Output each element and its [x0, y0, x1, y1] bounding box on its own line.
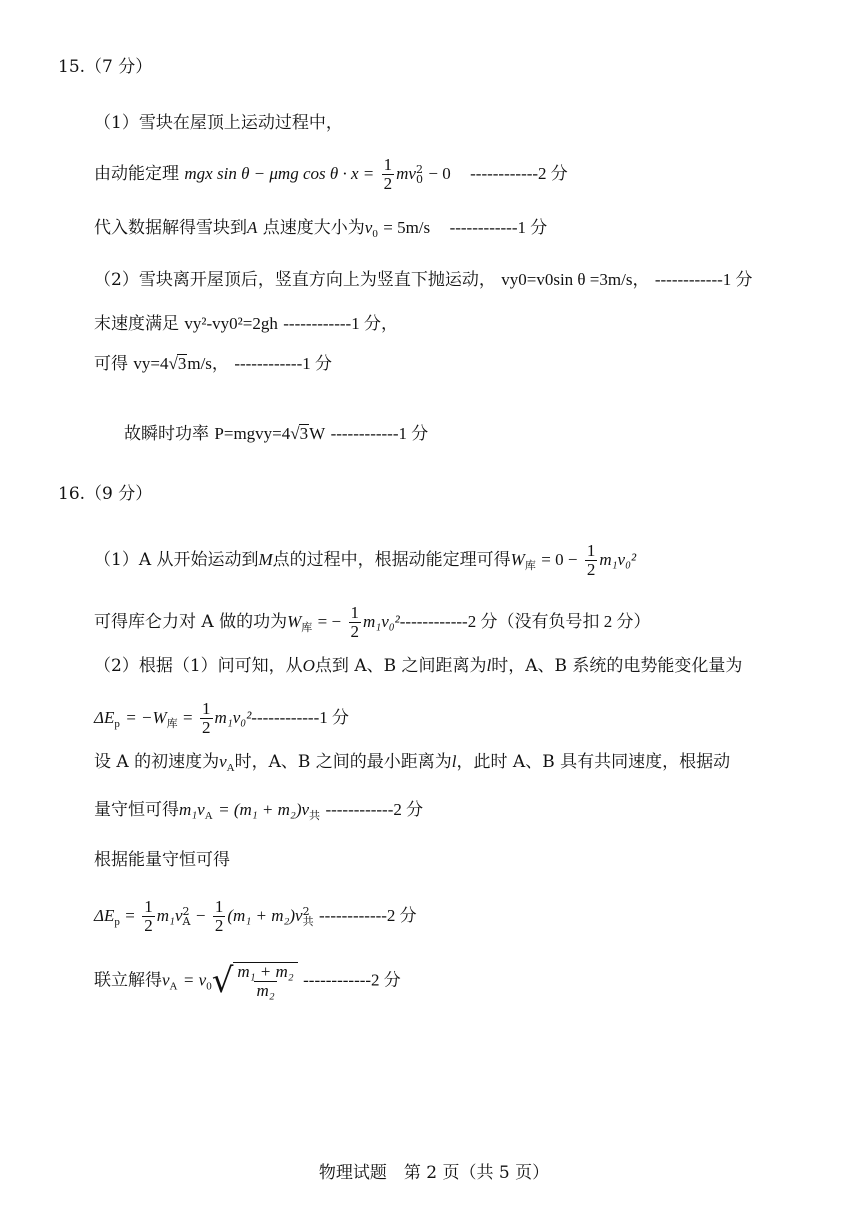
sub: A — [226, 762, 235, 774]
q16-part2-line4 — [94, 800, 423, 823]
sub-sup — [415, 162, 423, 186]
fraction — [382, 156, 395, 193]
q15-part2-line2 — [94, 314, 398, 334]
score: ------------1 分 — [330, 424, 429, 443]
equation: P=mgvy=4 — [214, 424, 291, 443]
text: 量守恒可得 — [94, 800, 179, 820]
value: = 5m/s — [383, 218, 431, 237]
square-root — [212, 962, 298, 1000]
text: 联立解得 — [94, 970, 162, 991]
numerator: 1 — [202, 699, 211, 718]
equation: mgx sin θ − μmg cos θ · x = — [184, 164, 375, 183]
text: 代入数据解得雪块到 — [94, 218, 247, 238]
denominator: 2 — [144, 916, 153, 935]
sub: 库 — [524, 559, 536, 572]
var: l — [451, 752, 457, 771]
q15-heading: 15.（7 分） — [58, 57, 153, 77]
score: ------------2 分 — [303, 970, 401, 990]
equation: = v — [182, 970, 207, 990]
radicand: 3 — [177, 354, 187, 373]
q16-part2-line3 — [94, 752, 730, 775]
score: ------------1 分 — [251, 708, 349, 727]
sub: 共 — [309, 809, 321, 822]
radicand: 3 — [299, 424, 309, 443]
equation: m₁v₀² — [599, 550, 637, 569]
sub: 共 — [302, 914, 314, 928]
score: ------------1 分 — [654, 270, 753, 289]
sqrt-sign: √ — [211, 961, 234, 1001]
fraction — [142, 898, 155, 935]
equation: m₁v₀² — [363, 612, 400, 631]
score: ------------1 分 — [234, 354, 332, 373]
sub: 0 — [206, 980, 212, 993]
denominator: 2 — [383, 174, 393, 193]
denominator: 2 — [214, 916, 224, 935]
sub: A — [204, 810, 213, 822]
equation: − — [195, 906, 206, 925]
var: ΔE — [94, 906, 115, 925]
sub: A — [169, 980, 178, 993]
radicand — [233, 962, 297, 1000]
score: ------------2 分 — [325, 800, 424, 819]
q15-part2-line3 — [94, 354, 332, 374]
equation: = − — [317, 612, 342, 631]
equation: − 0 — [428, 164, 451, 183]
q16-part2-line6 — [94, 898, 417, 935]
q16-part2-line5: 根据能量守恒可得 — [94, 850, 230, 870]
text: 点速度大小为 — [262, 218, 365, 238]
numerator: 1 — [144, 897, 153, 916]
numerator: 1 — [383, 155, 393, 174]
sub: 0 — [415, 172, 423, 186]
denominator: 2 — [586, 560, 596, 579]
sub-sup — [182, 904, 191, 928]
score: ------------1 分 — [449, 218, 548, 237]
fraction — [213, 898, 226, 935]
q15-part1-intro: （1）雪块在屋顶上运动过程中， — [94, 113, 343, 133]
denominator: 2 — [202, 718, 211, 737]
score: ------------2 分 — [319, 906, 417, 925]
q15-part2-line1 — [94, 270, 753, 290]
denominator: m₂ — [256, 981, 275, 1000]
score: ------------2 分 — [470, 164, 568, 183]
q16-part2-line7 — [94, 962, 401, 1000]
sub: 0 — [372, 228, 378, 240]
numerator: 1 — [586, 541, 596, 560]
sqrt-sign: √ — [168, 354, 178, 373]
sup: 2 — [302, 904, 310, 918]
sub: p — [114, 718, 120, 730]
var: W — [510, 550, 525, 569]
sup: 2 — [182, 904, 190, 918]
equation: (m₁ + m₂)v — [227, 906, 303, 925]
score: ------------1 分， — [283, 314, 398, 333]
q16-part2-line2 — [94, 700, 349, 737]
q15-part2-line4 — [124, 424, 428, 444]
equation: vy²-vy0²=2gh — [184, 314, 278, 333]
unit: m/s， — [187, 354, 229, 373]
q15-part1-line3 — [94, 218, 547, 241]
text: （2）雪块离开屋顶后，竖直方向上为竖直下抛运动， — [94, 270, 496, 290]
text: 末速度满足 — [94, 314, 179, 334]
text: 时，A、B 系统的电势能变化量为 — [491, 656, 743, 676]
equation: = — [183, 708, 193, 727]
sub: 库 — [166, 717, 178, 730]
sqrt-sign: √ — [290, 424, 300, 443]
equation: vy0=v0sin θ =3m/s， — [501, 270, 650, 289]
text: 由动能定理 — [94, 164, 179, 184]
fraction — [585, 542, 598, 579]
page-footer: 物理试题 第 2 页（共 5 页） — [318, 1163, 550, 1183]
text: 时，A、B 之间的最小距离为 — [234, 752, 452, 772]
q16-part1-line2 — [94, 604, 650, 641]
var: O — [302, 656, 315, 675]
sup: 2 — [415, 162, 423, 176]
numerator: 1 — [350, 603, 360, 622]
sub-sup — [302, 904, 314, 928]
score: ------------2 分（没有负号扣 2 分） — [399, 612, 651, 631]
equation: = (m₁ + m₂)v — [218, 800, 310, 819]
var: ΔE — [94, 708, 115, 727]
q16-heading: 16.（9 分） — [58, 484, 153, 504]
text: ，此时 A、B 具有共同速度，根据动 — [456, 752, 731, 772]
equation: m₁v — [156, 906, 183, 925]
equation: = 0 − — [541, 550, 578, 569]
text: （1）A 从开始运动到 — [94, 550, 259, 570]
var: W — [287, 612, 302, 631]
sub: p — [114, 916, 120, 928]
fraction — [349, 604, 362, 641]
text: 可得库仑力对 A 做的功为 — [94, 612, 288, 632]
text: 可得 — [94, 354, 128, 374]
text: 点的过程中，根据动能定理可得 — [272, 550, 511, 570]
unit: W — [309, 424, 326, 443]
var: M — [258, 550, 273, 569]
equation: = −W — [125, 708, 167, 727]
text: 故瞬时功率 — [124, 424, 209, 444]
numerator: 1 — [214, 897, 224, 916]
sub: A — [182, 914, 191, 928]
q16-part1-line1 — [94, 542, 636, 579]
var: v — [364, 218, 373, 237]
equation: mv — [396, 164, 416, 183]
equation: = — [125, 906, 135, 925]
q15-part1-line2 — [94, 156, 568, 193]
sub: 库 — [301, 621, 313, 634]
text: （2）根据（1）问可知，从 — [94, 656, 303, 676]
q16-part2-line1 — [94, 656, 742, 676]
denominator: 2 — [350, 622, 360, 641]
var: A — [247, 218, 258, 237]
var: v — [162, 970, 170, 990]
text: 设 A 的初速度为 — [94, 752, 220, 772]
equation: m₁v — [179, 800, 205, 819]
equation: m₁v₀² — [214, 708, 252, 727]
numerator: m₁ + m₂ — [237, 962, 294, 981]
var: v — [219, 752, 227, 771]
var: l — [486, 656, 492, 675]
fraction — [200, 700, 213, 737]
text: 点到 A、B 之间距离为 — [314, 656, 487, 676]
equation: vy=4 — [133, 354, 169, 373]
